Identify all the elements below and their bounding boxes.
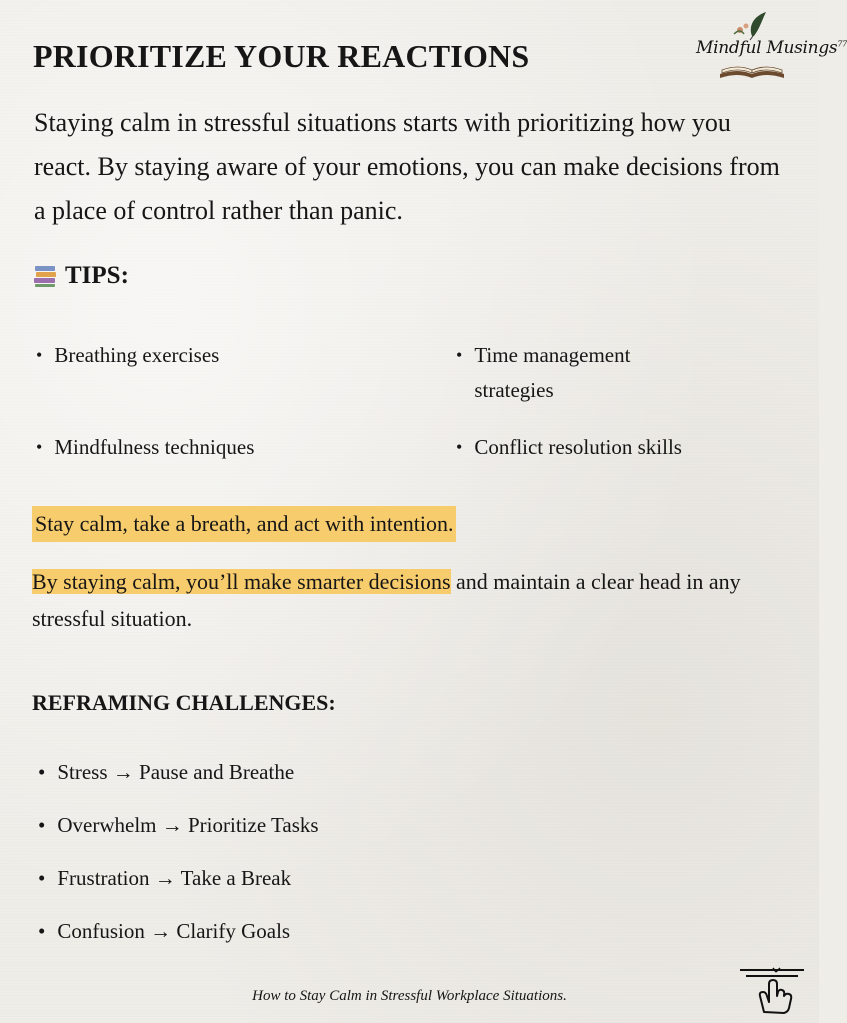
tip-label: Breathing exercises	[54, 343, 220, 367]
paragraph-rest: and maintain a clear head in any stressful situation.	[32, 569, 741, 631]
tip-label: Conflict resolution skills	[474, 435, 682, 459]
intro-paragraph: Staying calm in stressful situations starts with prioritizing how you react. By staying aware of your emotions, you can make decisions from a place of control rather than panic.	[34, 108, 780, 225]
tip-item	[36, 430, 254, 465]
bullet: •	[38, 760, 46, 784]
reframe-from: Stress	[57, 760, 108, 784]
summary-paragraph	[32, 563, 792, 637]
reframe-to: Take a Break	[180, 866, 292, 890]
page-title: PRIORITIZE YOUR REACTIONS	[33, 38, 530, 74]
books-icon	[33, 264, 59, 288]
reframe-item	[38, 813, 319, 838]
footer-caption: How to Stay Calm in Stressful Workplace Situations.	[252, 988, 567, 1004]
tip-item	[36, 338, 219, 373]
tips-heading	[33, 262, 129, 290]
reframe-item	[38, 919, 290, 944]
reframe-from: Confusion	[57, 919, 145, 943]
reframe-from: Frustration	[57, 866, 150, 890]
arrow-icon: →	[150, 919, 172, 943]
tips-heading-label: TIPS:	[65, 262, 129, 289]
bullet: •	[36, 437, 43, 457]
reframe-item	[38, 760, 294, 785]
arrow-icon: →	[154, 866, 176, 890]
bullet: •	[38, 866, 46, 890]
bullet: •	[36, 345, 43, 365]
arrow-icon: →	[112, 760, 134, 784]
highlighted-phrase: By staying calm, you’ll make smarter decisions	[32, 569, 451, 594]
bullet: •	[38, 919, 46, 943]
bullet: •	[38, 813, 46, 837]
brand-name: Mindful Musings$^{77}$	[696, 38, 847, 58]
tip-item	[456, 430, 682, 465]
tip-label: Mindfulness techniques	[54, 435, 255, 459]
brand-logo	[690, 10, 847, 82]
reframe-to: Pause and Breathe	[139, 760, 295, 784]
reframing-heading: REFRAMING CHALLENGES:	[32, 690, 336, 715]
swipe-hand-icon[interactable]	[736, 962, 808, 1016]
arrow-icon: →	[161, 813, 183, 837]
reframe-to: Prioritize Tasks	[188, 813, 319, 837]
highlight-callout: Stay calm, take a breath, and act with intention.	[32, 506, 456, 542]
bullet: •	[456, 437, 463, 457]
reframe-to: Clarify Goals	[176, 919, 291, 943]
reframe-item	[38, 866, 291, 891]
bullet: •	[456, 345, 463, 365]
tip-item	[456, 338, 716, 408]
reframe-from: Overwhelm	[57, 813, 157, 837]
tip-label: Time management strategies	[474, 343, 631, 402]
